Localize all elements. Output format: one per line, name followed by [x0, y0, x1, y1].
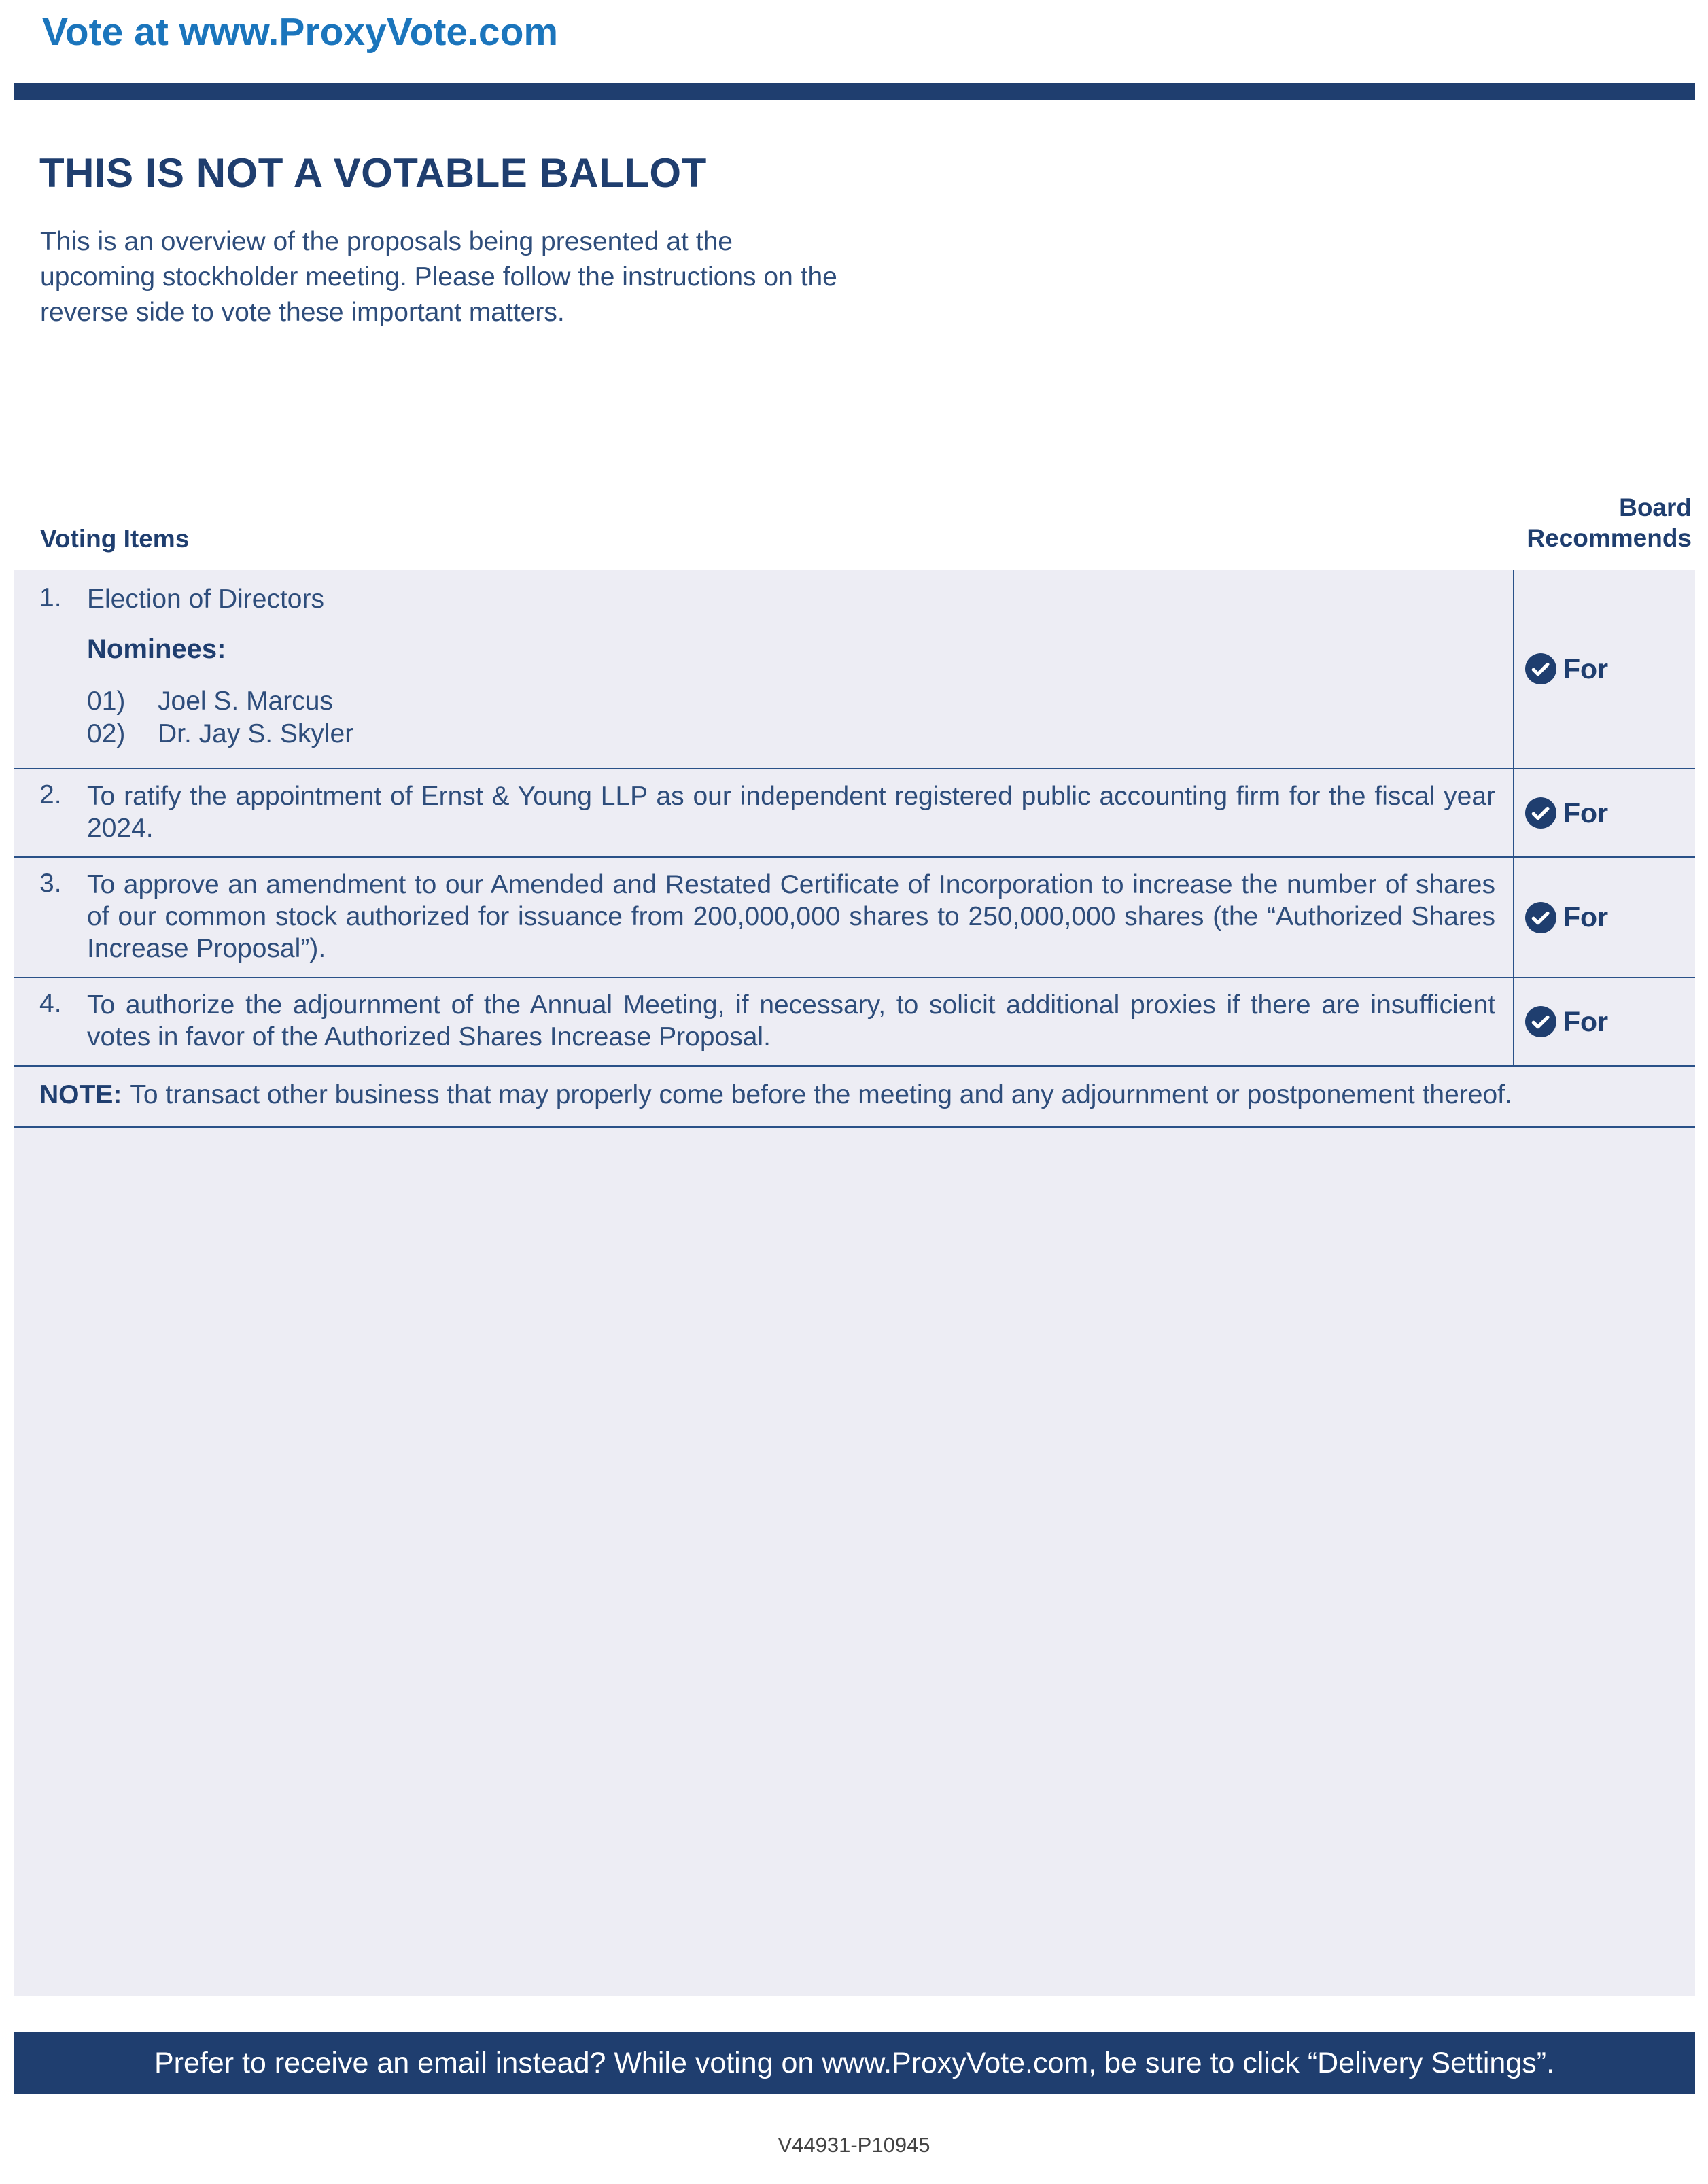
voting-items-header: Voting Items — [40, 525, 190, 553]
nominee-number: 01) — [87, 687, 126, 716]
nominees-label: Nominees: — [87, 634, 226, 664]
check-circle-icon — [1525, 902, 1556, 933]
check-circle-icon — [1525, 1006, 1556, 1037]
proposal-cell — [14, 769, 1513, 856]
board-recommends-line2: Recommends — [1527, 524, 1692, 552]
note-row — [14, 1067, 1695, 1128]
proposal-text: To authorize the adjournment of the Annual Meeting, if necessary, to solicit additional proxies if there are insufficient votes in favor of the Authorized Shares Increase Proposal. — [87, 990, 1495, 1052]
proposal-body — [87, 583, 1495, 750]
recommendation-cell — [1513, 769, 1695, 856]
proposal-cell — [14, 570, 1513, 768]
form-code: V44931-P10945 — [778, 2133, 930, 2157]
proposal-cell — [14, 858, 1513, 977]
recommendation-label: For — [1563, 797, 1609, 829]
proposal-number: 2. — [39, 780, 62, 810]
nominee-item — [87, 685, 1495, 718]
table-row — [14, 858, 1695, 978]
intro-paragraph: This is an overview of the proposals being presented at the upcoming stockholder meeting. Please follow the instructions on the reverse side to vote these important matters. — [40, 227, 837, 327]
proposal-text: To ratify the appointment of Ernst & Young LLP as our independent registered public accounting firm for the fiscal year 2024. — [87, 782, 1495, 843]
proposal-text: Election of Directors — [87, 585, 324, 614]
board-recommends-header — [1527, 492, 1692, 553]
proposal-number: 1. — [39, 583, 62, 612]
email-preference-text: Prefer to receive an email instead? While voting on www.ProxyVote.com, be sure to click “Delivery Settings”. — [154, 2046, 1555, 2079]
nominee-item — [87, 718, 1495, 750]
page-title: THIS IS NOT A VOTABLE BALLOT — [39, 150, 707, 196]
table-row — [14, 570, 1695, 769]
proposal-number: 3. — [39, 869, 62, 898]
table-row — [14, 769, 1695, 858]
recommendation-cell — [1513, 978, 1695, 1065]
email-preference-banner — [14, 2032, 1695, 2094]
recommendation-cell — [1513, 570, 1695, 768]
proposal-text: To approve an amendment to our Amended and Restated Certificate of Incorporation to increase the number of shares of our common stock authorized for issuance from 200,000,000 shares to 250,000,000 shares (the “Authorized Shares Increase Proposal”). — [87, 870, 1495, 963]
note-text: To transact other business that may properly come before the meeting and any adjournment or postponement thereof. — [130, 1080, 1512, 1109]
recommendation-label: For — [1563, 653, 1609, 684]
board-recommends-line1: Board — [1619, 493, 1692, 521]
check-circle-icon — [1525, 653, 1556, 684]
vote-url-link[interactable]: Vote at www.ProxyVote.com — [42, 10, 559, 54]
table-row — [14, 978, 1695, 1067]
recommendation-label: For — [1563, 901, 1609, 933]
header-divider-bar — [14, 83, 1695, 100]
note-label: NOTE: — [39, 1080, 122, 1109]
recommendation-label: For — [1563, 1005, 1609, 1037]
recommendation-cell — [1513, 858, 1695, 977]
voting-items-table — [14, 570, 1695, 1996]
check-circle-icon — [1525, 797, 1556, 829]
proposal-cell — [14, 978, 1513, 1065]
nominee-name: Joel S. Marcus — [158, 687, 333, 716]
nominee-name: Dr. Jay S. Skyler — [158, 719, 354, 748]
proposal-number: 4. — [39, 989, 62, 1018]
nominee-number: 02) — [87, 719, 126, 748]
